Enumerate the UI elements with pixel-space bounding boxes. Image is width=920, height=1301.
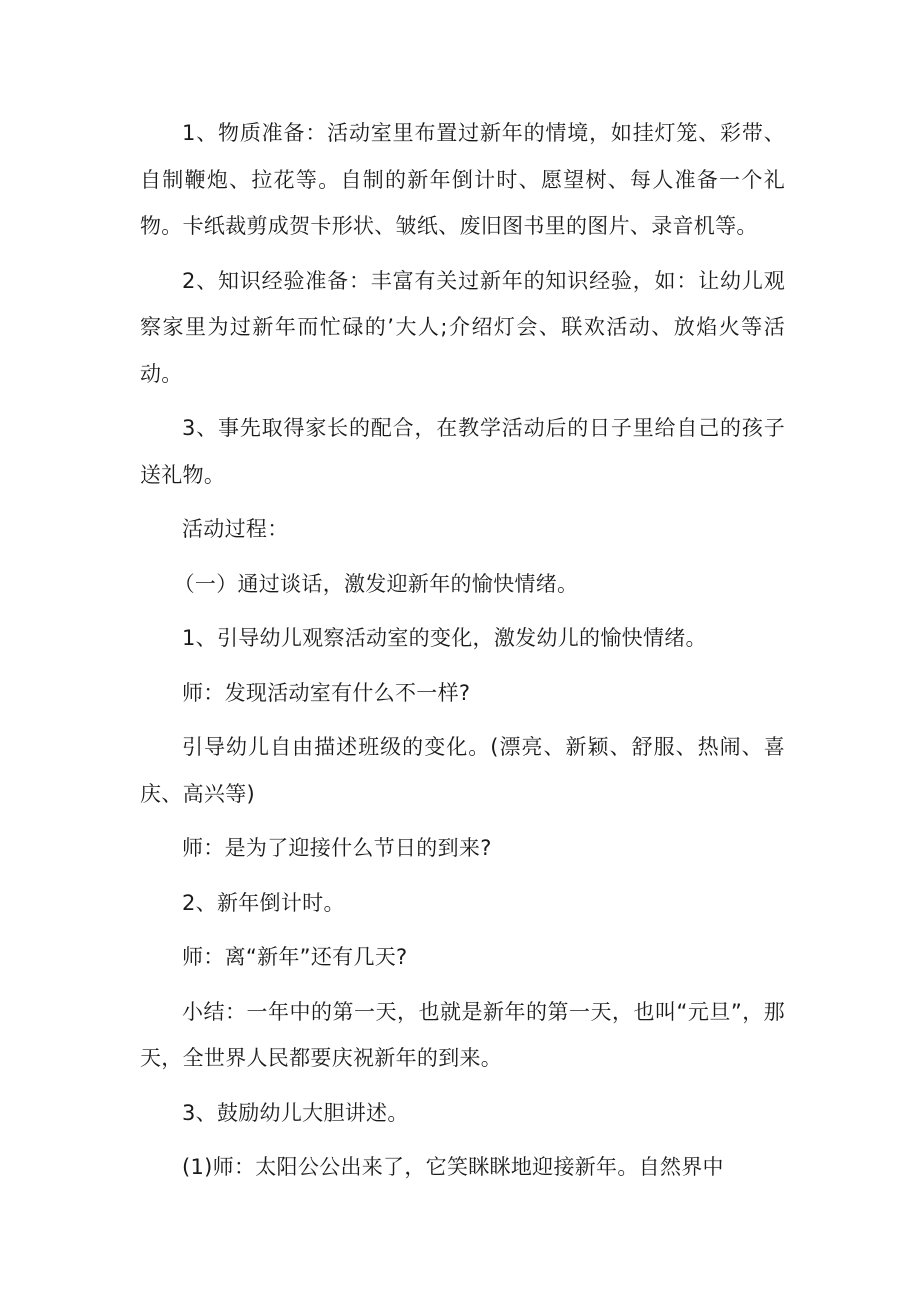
paragraph-countdown: 2、新年倒计时。 (182, 890, 345, 915)
paragraph-parent-cooperation: 3、事先取得家长的配合，在教学活动后的日子里给自己的孩子送礼物。 (140, 416, 785, 487)
document-body (140, 110, 785, 1191)
paragraph-knowledge-preparation: 2、知识经验准备：丰富有关过新年的知识经验，如：让幼儿观察家里为过新年而忙碌的’大人;介绍灯会、联欢活动、放焰火等活动。 (140, 268, 785, 386)
paragraph-sun-story: (1)师：太阳公公出来了，它笑眯眯地迎接新年。自然界中 (182, 1155, 724, 1179)
paragraph-teacher-question-2: 师：是为了迎接什么节日的到来? (182, 836, 492, 860)
heading-activity-process: 活动过程： (182, 517, 289, 541)
paragraph-material-preparation: 1、物质准备：活动室里布置过新年的情境，如挂灯笼、彩带、自制鞭炮、拉花等。自制的新年倒计时、愿望树、每人准备一个礼物。卡纸裁剪成贺卡形状、皱纸、废旧图书里的图片、录音机等。 (140, 121, 785, 238)
paragraph-describe-changes: 引导幼儿自由描述班级的变化。(漂亮、新颖、舒服、热闹、喜庆、高兴等) (140, 735, 785, 806)
paragraph-observe-room: 1、引导幼儿观察活动室的变化，激发幼儿的愉快情绪。 (182, 626, 707, 650)
paragraph-teacher-question-3: 师：离“新年”还有几天? (182, 945, 408, 969)
heading-section-one: （一）通过谈话，激发迎新年的愉快情绪。 (173, 571, 579, 596)
paragraph-teacher-question-1: 师：发现活动室有什么不一样? (182, 680, 471, 705)
paragraph-encourage: 3、鼓励幼儿大胆讲述。 (182, 1100, 409, 1125)
paragraph-summary: 小结：一年中的第一天，也就是新年的第一天，也叫“元旦”，那天，全世界人民都要庆祝新年的到来。 (140, 999, 785, 1070)
